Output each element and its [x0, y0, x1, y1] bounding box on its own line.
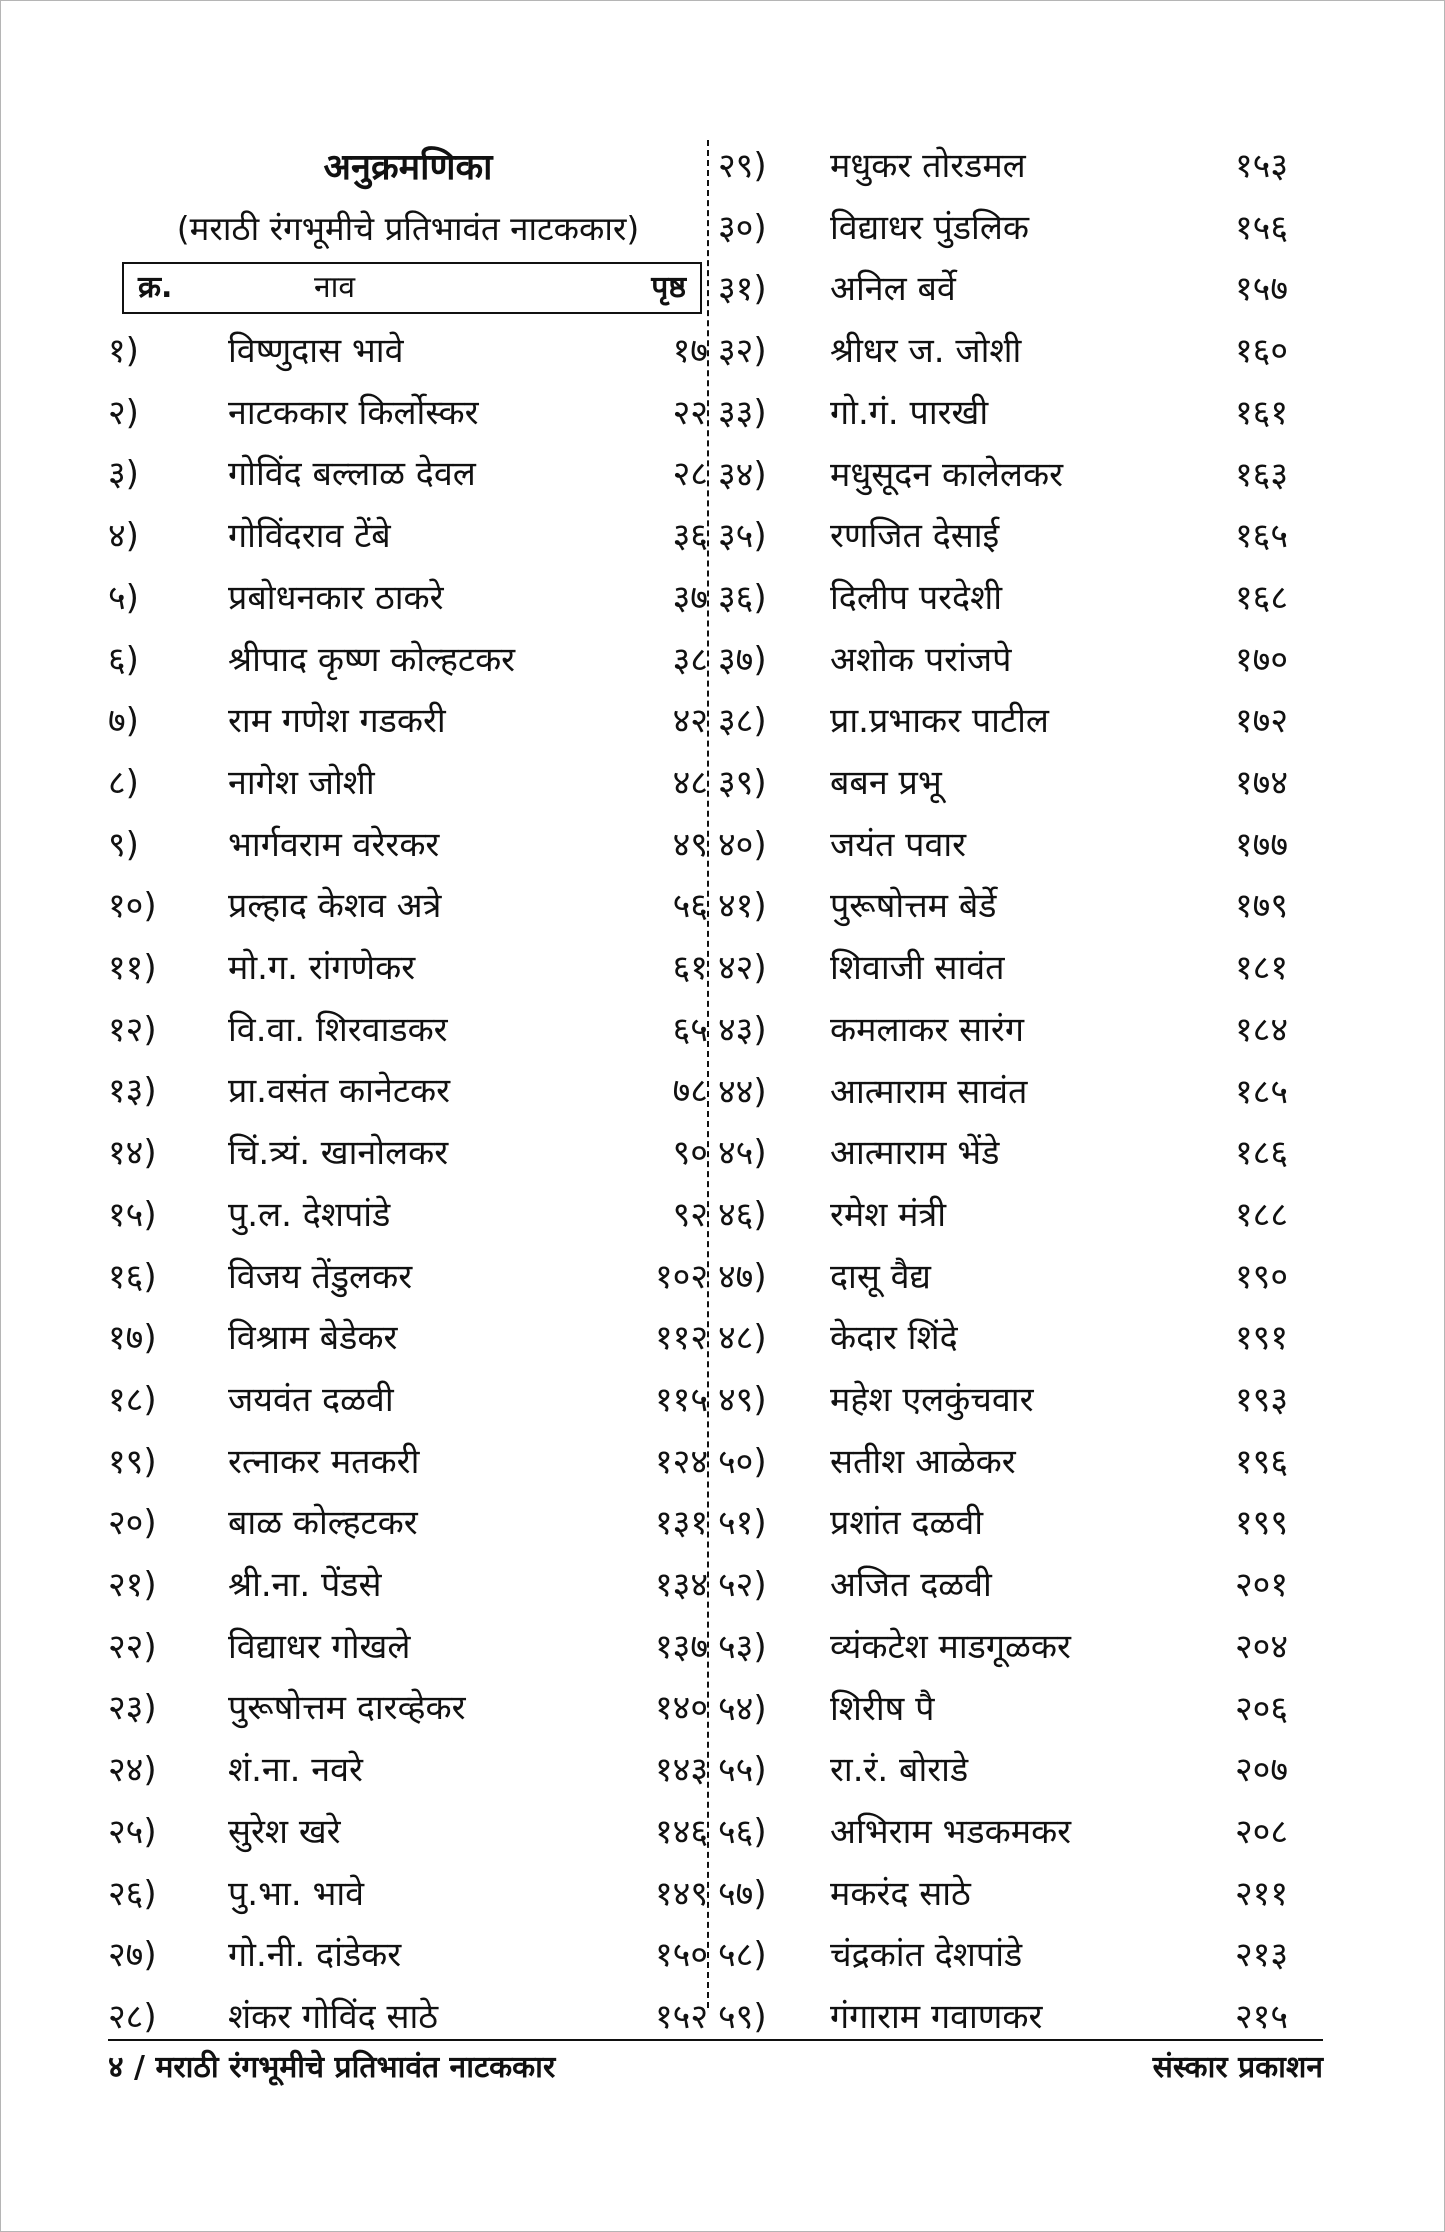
- entry-num: २०): [108, 1503, 157, 1544]
- entry-name: गो.गं. पारखी: [830, 392, 989, 433]
- entry-name: प्रा.वसंत कानेटकर: [228, 1071, 450, 1112]
- entry-num: २१): [108, 1565, 157, 1605]
- entry-page: ६५: [672, 1009, 708, 1050]
- entry-num: २६): [108, 1873, 157, 1914]
- toc-entry: [108, 630, 708, 692]
- entry-name: सतीश आळेकर: [830, 1441, 1016, 1482]
- entry-page: १३१: [654, 1503, 708, 1544]
- entry-page: ५६: [672, 886, 708, 927]
- entry-num: ३७): [718, 639, 767, 680]
- entry-page: १४३: [654, 1750, 708, 1791]
- entry-name: बाळ कोल्हटकर: [228, 1503, 418, 1544]
- entry-page: २८: [672, 454, 708, 495]
- toc-entry: [718, 1925, 1298, 1987]
- entry-name: कमलाकर सारंग: [830, 1009, 1024, 1050]
- toc-entry: [718, 1247, 1298, 1309]
- entry-page: १६१: [1234, 392, 1288, 433]
- toc-entry: [108, 1000, 708, 1062]
- entry-page: १७४: [1234, 763, 1288, 803]
- entry-num: १५): [108, 1194, 157, 1235]
- page-title: अनुक्रमणिका: [323, 147, 493, 188]
- toc-entry: [718, 630, 1298, 692]
- entry-name: मकरंद साठे: [830, 1873, 971, 1914]
- entry-name: शिवाजी सावंत: [830, 948, 1005, 989]
- entry-num: ४६): [718, 1194, 767, 1235]
- entry-page: १७: [672, 331, 708, 371]
- entry-num: १०): [108, 886, 157, 927]
- entry-num: ५७): [718, 1873, 767, 1914]
- entry-page: १८४: [1234, 1009, 1288, 1050]
- entry-num: ४४): [718, 1071, 767, 1112]
- toc-entry: [718, 259, 1298, 321]
- entry-num: ५०): [718, 1441, 767, 1482]
- toc-entry: [718, 1000, 1298, 1062]
- toc-entry: [718, 938, 1298, 1000]
- entry-num: १६): [108, 1256, 157, 1297]
- entry-page: २१५: [1234, 1997, 1288, 2037]
- toc-entry: [718, 1370, 1298, 1432]
- toc-entry: [718, 1864, 1298, 1926]
- toc-entry: [108, 1925, 708, 1987]
- entry-page: १८८: [1234, 1194, 1288, 1235]
- entry-num: ४३): [718, 1009, 767, 1050]
- entry-page: २०१: [1234, 1565, 1288, 1606]
- toc-entry: [108, 506, 708, 568]
- entry-page: १५०: [654, 1935, 708, 1976]
- entry-page: २१३: [1234, 1935, 1288, 1976]
- toc-entry: [108, 1617, 708, 1679]
- entry-name: शिरीष पै: [830, 1688, 935, 1729]
- entry-page: १९१: [1234, 1318, 1288, 1359]
- entry-num: ५९): [718, 1997, 767, 2037]
- column-divider: [707, 140, 709, 2008]
- entry-num: ४९): [718, 1380, 767, 1420]
- entry-page: १८६: [1234, 1133, 1288, 1174]
- entry-page: ११२: [654, 1318, 708, 1359]
- entry-num: २७): [108, 1935, 157, 1976]
- entry-num: ५६): [718, 1811, 767, 1852]
- entry-name: गोविंद बल्लाळ देवल: [228, 454, 476, 495]
- entry-num: १४): [108, 1133, 157, 1174]
- entry-page: १५६: [1234, 207, 1288, 248]
- entry-num: १८): [108, 1379, 157, 1420]
- toc-entry: [718, 136, 1298, 198]
- entry-name: अजित दळवी: [830, 1565, 992, 1606]
- entry-name: महेश एलकुंचवार: [830, 1380, 1034, 1420]
- entry-name: अनिल बर्वे: [830, 269, 956, 310]
- entry-name: सुरेश खरे: [228, 1811, 341, 1852]
- toc-entry: [108, 1678, 708, 1740]
- entry-name: रा.रं. बोराडे: [830, 1750, 969, 1791]
- entry-page: २०४: [1234, 1626, 1288, 1667]
- entry-name: श्रीपाद कृष्ण कोल्हटकर: [228, 639, 516, 680]
- entry-page: १२४: [654, 1441, 708, 1482]
- toc-entry: [108, 1123, 708, 1185]
- entry-name: गो.नी. दांडेकर: [228, 1935, 402, 1976]
- entry-num: ३३): [718, 392, 767, 433]
- entry-num: २४): [108, 1750, 157, 1791]
- entry-num: १२): [108, 1009, 157, 1050]
- header-num: क्र.: [138, 270, 173, 305]
- header-name: नाव: [314, 270, 356, 305]
- entry-name: चिं.त्र्यं. खानोलकर: [228, 1133, 449, 1174]
- entry-name: जयंत पवार: [830, 824, 967, 865]
- toc-entry: [108, 938, 708, 1000]
- toc-entry: [718, 321, 1298, 383]
- toc-entry: [108, 1370, 708, 1432]
- entry-page: २२: [672, 392, 708, 433]
- toc-entry: [108, 815, 708, 877]
- toc-entry: [108, 1247, 708, 1309]
- toc-entry: [718, 1555, 1298, 1617]
- toc-entry: [718, 568, 1298, 630]
- entry-num: ३): [108, 454, 139, 495]
- toc-entry: [108, 1061, 708, 1123]
- entry-name: विश्राम बेडेकर: [228, 1318, 398, 1359]
- entry-name: पुरूषोत्तम बेर्डे: [830, 886, 997, 927]
- entry-name: विष्णुदास भावे: [228, 331, 404, 371]
- entry-page: ३८: [672, 639, 708, 680]
- toc-entry: [718, 445, 1298, 507]
- toc-entry: [718, 1679, 1298, 1741]
- entry-name: आत्माराम भेंडे: [830, 1133, 1000, 1174]
- entry-name: नाटककार किर्लोस्कर: [228, 392, 479, 433]
- toc-entry: [718, 1308, 1298, 1370]
- entry-num: ४): [108, 516, 139, 557]
- entry-num: ३६): [718, 577, 767, 618]
- entry-page: २०८: [1234, 1811, 1288, 1852]
- entry-num: ९): [108, 824, 139, 865]
- entry-num: ५१): [718, 1503, 767, 1544]
- entry-name: विद्याधर गोखले: [228, 1626, 411, 1667]
- toc-entry: [108, 1740, 708, 1802]
- entry-page: २०६: [1234, 1688, 1288, 1729]
- entry-page: १९३: [1234, 1380, 1288, 1420]
- entry-num: ८): [108, 762, 139, 803]
- entry-num: ५२): [718, 1565, 767, 1606]
- toc-entry: [108, 1802, 708, 1864]
- toc-entry: [108, 691, 708, 753]
- entry-num: ११): [108, 948, 157, 988]
- entry-page: १९६: [1234, 1441, 1288, 1482]
- entry-name: विजय तेंडुलकर: [228, 1256, 413, 1297]
- toc-entry: [718, 876, 1298, 938]
- entry-page: २११: [1234, 1873, 1288, 1914]
- entry-num: ३८): [718, 701, 767, 742]
- entry-name: अशोक परांजपे: [830, 639, 1012, 680]
- toc-entry: [718, 815, 1298, 877]
- entry-name: दासू वैद्य: [830, 1256, 931, 1297]
- entry-page: ४८: [672, 762, 708, 803]
- entry-page: ४९: [672, 824, 708, 865]
- entry-num: २): [108, 392, 139, 433]
- entry-page: १०२: [654, 1256, 708, 1297]
- entry-num: ४८): [718, 1318, 767, 1359]
- entry-name: नागेश जोशी: [228, 762, 375, 803]
- footer-page-title: ४ / मराठी रंगभूमीचे प्रतिभावंत नाटककार: [108, 2050, 556, 2085]
- toc-entry: [108, 568, 708, 630]
- entry-name: श्रीधर ज. जोशी: [830, 331, 1022, 372]
- entry-num: ३१): [718, 269, 767, 310]
- entry-name: प्रल्हाद केशव अत्रे: [228, 886, 442, 927]
- toc-entry: [718, 1802, 1298, 1864]
- entry-name: प्रशांत दळवी: [830, 1503, 984, 1544]
- entry-num: १७): [108, 1318, 157, 1359]
- entry-name: अभिराम भडकमकर: [830, 1811, 1072, 1852]
- entry-page: १९९: [1234, 1503, 1288, 1544]
- entry-name: राम गणेश गडकरी: [228, 701, 446, 742]
- entry-name: शंकर गोविंद साठे: [228, 1996, 439, 2037]
- entry-page: १६५: [1234, 516, 1288, 557]
- entry-page: १८५: [1234, 1071, 1288, 1112]
- entry-name: शं.ना. नवरे: [228, 1750, 363, 1791]
- toc-entry: [108, 876, 708, 938]
- entry-page: १४०: [654, 1688, 708, 1729]
- entry-page: ४२: [672, 701, 708, 742]
- entry-num: २८): [108, 1996, 157, 2037]
- entry-name: मो.ग. रांगणेकर: [228, 948, 416, 988]
- entry-name: गंगाराम गवाणकर: [830, 1997, 1043, 2037]
- toc-entry: [718, 1123, 1298, 1185]
- entry-page: १५७: [1234, 269, 1288, 310]
- entry-name: दिलीप परदेशी: [830, 577, 1003, 618]
- entry-page: ११५: [654, 1379, 708, 1420]
- entry-name: जयवंत दळवी: [228, 1379, 394, 1420]
- entry-page: २०७: [1234, 1750, 1288, 1791]
- entry-page: १३४: [654, 1565, 708, 1605]
- toc-entry: [718, 1740, 1298, 1802]
- entry-num: २२): [108, 1626, 157, 1667]
- toc-entry: [108, 1185, 708, 1247]
- toc-entry: [718, 383, 1298, 445]
- toc-entry: [108, 321, 708, 383]
- entry-page: ३७: [672, 577, 708, 618]
- entry-page: १३७: [654, 1626, 708, 1667]
- page-subtitle: (मराठी रंगभूमीचे प्रतिभावंत नाटककार): [176, 209, 640, 248]
- toc-entry: [718, 753, 1298, 815]
- footer-publisher: संस्कार प्रकाशन: [1152, 2050, 1323, 2085]
- entry-name: भार्गवराम वरेरकर: [228, 824, 440, 865]
- entry-name: आत्माराम सावंत: [830, 1071, 1028, 1112]
- entry-num: १३): [108, 1071, 157, 1112]
- entry-num: ५): [108, 577, 139, 618]
- entry-page: १४९: [654, 1873, 708, 1914]
- entry-num: ४२): [718, 948, 767, 989]
- entry-page: ७८: [672, 1071, 708, 1112]
- entry-num: २५): [108, 1811, 157, 1852]
- entry-num: ४५): [718, 1133, 767, 1174]
- entry-name: श्री.ना. पेंडसे: [228, 1565, 382, 1605]
- entry-page: ६१: [672, 948, 708, 988]
- toc-entry: [718, 1617, 1298, 1679]
- toc-entry: [108, 1864, 708, 1926]
- toc-entry: [108, 1432, 708, 1494]
- entry-name: पुरूषोत्तम दारव्हेकर: [228, 1688, 466, 1729]
- entry-num: ५५): [718, 1750, 767, 1791]
- toc-entry: [718, 506, 1298, 568]
- entry-page: ९०: [672, 1133, 708, 1174]
- toc-entry: [718, 1432, 1298, 1494]
- entry-num: २३): [108, 1688, 157, 1729]
- entry-name: चंद्रकांत देशपांडे: [830, 1935, 1023, 1976]
- toc-entry: [108, 1493, 708, 1555]
- entry-num: १): [108, 331, 139, 371]
- entry-page: ९२: [672, 1194, 708, 1235]
- header-page: पृष्ठ: [651, 270, 686, 305]
- toc-entry: [718, 1062, 1298, 1124]
- entry-name: पु.भा. भावे: [228, 1873, 365, 1914]
- entry-name: विद्याधर पुंडलिक: [830, 207, 1030, 248]
- entry-name: व्यंकटेश माडगूळकर: [830, 1626, 1071, 1667]
- entry-num: ४७): [718, 1256, 767, 1297]
- entry-name: बबन प्रभू: [830, 763, 942, 803]
- entry-num: ३०): [718, 207, 767, 248]
- entry-name: मधुकर तोरडमल: [830, 146, 1026, 186]
- toc-entry: [718, 691, 1298, 753]
- toc-entry: [108, 1555, 708, 1617]
- entry-page: १७२: [1234, 701, 1288, 742]
- entry-page: १५३: [1234, 146, 1288, 186]
- entry-num: ३४): [718, 454, 767, 495]
- entry-name: मधुसूदन कालेलकर: [830, 454, 1063, 495]
- entry-page: १७९: [1234, 886, 1288, 927]
- toc-entry: [108, 753, 708, 815]
- entry-num: ५८): [718, 1935, 767, 1976]
- entry-num: ४१): [718, 886, 767, 927]
- footer-rule: [108, 2039, 1323, 2041]
- entry-name: रणजित देसाई: [830, 516, 1000, 557]
- entry-num: ५४): [718, 1688, 767, 1729]
- entry-page: ३६: [672, 516, 708, 557]
- entry-page: १५२: [654, 1996, 708, 2037]
- entry-page: १६३: [1234, 454, 1288, 495]
- entry-num: ७): [108, 701, 139, 742]
- entry-name: वि.वा. शिरवाडकर: [228, 1009, 448, 1050]
- entry-page: १६८: [1234, 577, 1288, 618]
- toc-entry: [108, 1308, 708, 1370]
- entry-name: प्रबोधनकार ठाकरे: [228, 577, 444, 618]
- entry-page: १४६: [654, 1811, 708, 1852]
- toc-entry: [108, 383, 708, 445]
- entry-page: १८१: [1234, 948, 1288, 989]
- entry-name: रत्नाकर मतकरी: [228, 1441, 420, 1482]
- entry-num: ६): [108, 639, 139, 680]
- entry-num: ३९): [718, 763, 767, 803]
- entry-num: ५३): [718, 1626, 767, 1667]
- entry-name: गोविंदराव टेंबे: [228, 516, 391, 557]
- toc-entry: [108, 444, 708, 506]
- entry-page: १७०: [1234, 639, 1288, 680]
- entry-num: ४०): [718, 824, 767, 865]
- entry-page: १९०: [1234, 1256, 1288, 1297]
- entry-name: केदार शिंदे: [830, 1318, 958, 1359]
- entry-num: २९): [718, 146, 767, 186]
- entry-num: ३२): [718, 331, 767, 372]
- entry-num: ३५): [718, 516, 767, 557]
- entry-name: प्रा.प्रभाकर पाटील: [830, 701, 1049, 742]
- toc-header: [122, 262, 702, 314]
- toc-entry: [718, 198, 1298, 260]
- entry-name: पु.ल. देशपांडे: [228, 1194, 391, 1235]
- toc-entry: [718, 1185, 1298, 1247]
- entry-page: १६०: [1234, 331, 1288, 372]
- entry-name: रमेश मंत्री: [830, 1194, 947, 1235]
- entry-page: १७७: [1234, 824, 1288, 865]
- toc-entry: [718, 1493, 1298, 1555]
- entry-num: १९): [108, 1441, 157, 1482]
